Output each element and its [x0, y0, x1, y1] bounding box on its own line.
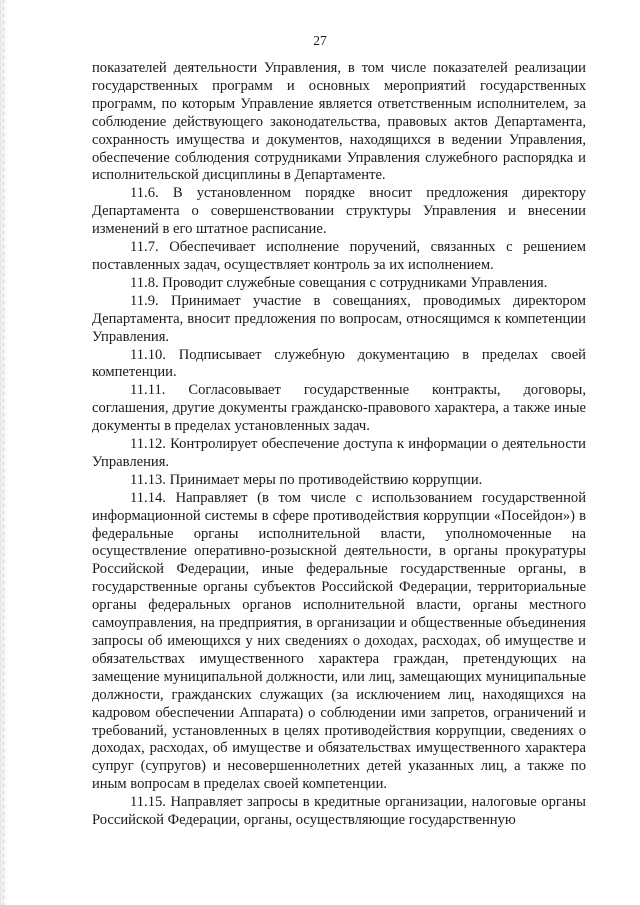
paragraph-11-12: 11.12. Контролирует обеспечение доступа к информации о деятельности Управления.	[92, 436, 586, 470]
document-body	[92, 60, 586, 830]
page-number: 27	[313, 33, 327, 48]
paragraph-continuation: показателей деятельности Управления, в том числе показателей реализации государственных программ и основных мероприятий государственных программ, по которым Управление является ответственным исполнителем, за соблюдение действующего законодательства, правовых актов Департамента, сохранность имущества и документов, находящихся в ведении Управления, обеспечение соблюдения сотрудниками Управления служебного распорядка и исполнительской дисциплины в Департаменте.	[92, 60, 586, 184]
paragraph-11-15: 11.15. Направляет запросы в кредитные организации, налоговые органы Российской Федерации, органы, осуществляющие государственную	[92, 794, 586, 829]
paragraph-11-7: 11.7. Обеспечивает исполнение поручений, связанных с решением поставленных задач, осуществляет контроль за их исполнением.	[92, 239, 586, 273]
paragraph-11-8: 11.8. Проводит служебные совещания с сотрудниками Управления.	[130, 274, 548, 291]
paragraph-11-6: 11.6. В установленном порядке вносит предложения директору Департамента о совершенствовании структуры Управления и внесении изменений в его штатное расписание.	[92, 185, 586, 238]
paragraph-11-11: 11.11. Согласовывает государственные контракты, договоры, соглашения, другие документы гражданско-правового характера, а также иные документы в пределах установленных задач.	[92, 382, 586, 435]
scan-edge	[0, 0, 10, 905]
paragraph-11-10: 11.10. Подписывает служебную документацию в пределах своей компетенции.	[92, 346, 586, 381]
paragraph-11-14: 11.14. Направляет (в том числе с использованием государственной информационной системы в сфере противодействия коррупции «Посейдон») в федеральные органы исполнительной власти, уполномоченные на осуществление оперативно-розыскной деятельности, в органы прокуратуры Российской Федерации, иные федеральные государственные органы, в государственные органы субъектов Российской Федерации, территориальные органы федеральных органов исполнительной власти, органы местного самоуправления, на предприятия, в организации и общественные объединения запросы об имеющихся у них сведениях о доходах, расходах, об имуществе и обязательствах имущественного характера граждан, претендующих на замещение муниципальной должности, или лиц, замещающих муниципальные должности, гражданских служащих (за исключением лиц, находящихся на кадровом обеспечении Аппарата) о соблюдении ими запретов, ограничений и требований, установленных в целях противодействия коррупции, сведениях о доходах, расходах, об имуществе и обязательствах имущественного характера супруг (супругов) и несовершеннолетних детей указанных лиц, а также по иным вопросам в пределах своей компетенции.	[92, 489, 586, 793]
paragraph-11-13: 11.13. Принимает меры по противодействию коррупции.	[130, 471, 483, 488]
paragraph-11-9: 11.9. Принимает участие в совещаниях, проводимых директором Департамента, вносит предложения по вопросам, относящимся к компетенции Управления.	[92, 292, 586, 345]
